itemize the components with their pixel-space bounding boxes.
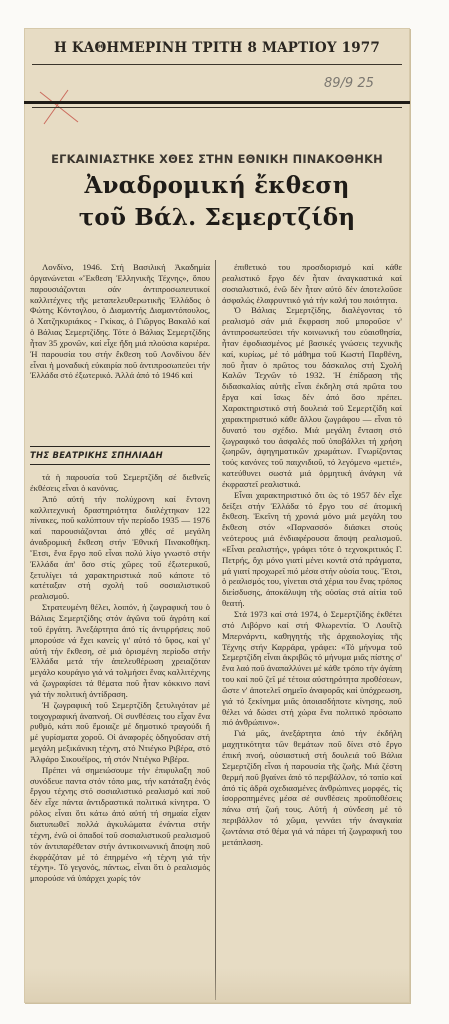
paragraph: Πρέπει νά σημειώσουμε τήν ἐπιφυλαξη ποῦ συνόδευε παντα στόν τόπο μας, τήν κατάταξη ἑνός ἔργου τέχνης στό σοσιαλιστικό ρεαλισμό καί ποῦ δέν εἶχε πάντα ἀντιδραστικά πολιτικά κίνητρα. Ὁ ρόλος εἶναι ὅτι κάτω ἀπό αὐτή τή σημαία εἶχαν διατυπωθεῖ πολλά ἀγκυλώματα ἐνάντια στήν τέχνη, ἐνῶ οἱ ὁπαδοί τοῦ σοσιαλιστικοῦ ρεαλισμοῦ τόν ἀντιπαρέθεταν στήν ἀντικοινωνική ἄποψη ποῦ ἐκφράζόταν μέ τό ἐπηρμένο «ἡ τέχνη γιά τήν τέχνη». Τό γεγονός, πάντως, εἶναι ὅτι ὁ ρεαλισμός μπορούσε νά ὑπάρχει χωρίς τόν — [30, 764, 210, 884]
byline: ΤΗΣ ΒΕΑΤΡΙΚΗΣ ΣΠΗΛΙΑΔΗ — [30, 446, 210, 465]
headline-line-1: Ἀναδρομική ἔκθεση — [84, 172, 350, 199]
paragraph: Στρατευμένη θέλει, λοιπόν, ἡ ζωγραφική του ὁ Βάλιας Σεμερτζίδης στόν ἀγῶνα τοῦ ἀγρότη καί τοῦ ἐργάτη. Ἀνεξάρτητα ἀπό τίς ἀντιρρήσεις ποῦ μπορούσε νά ἔχει κανείς γι' αὐτό τό ὕφος, καί γι' αὐτή τήν ἔκθεση, σέ μιά ὁρισμένη περίοδο στήν Ἑλλάδα μετά τήν ἀπελευθέρωση χρειαζόταν μεγάλο κουράγιο γιά νά τολμήσει ἕνας καλλιτέχνης νά ζωγραφίσει τά θέματα ποῦ ἦταν κόκκινο πανί γιά τήν πολιτική ἀντίδραση. — [30, 602, 210, 699]
paragraph: Ἡ ζωγραφική τοῦ Σεμερτζίδη ξετυλιγόταν μέ τοιχογραφική ἀναπνοή. Οἱ συνθέσεις του εἶχαν ἕνα ρυθμό, κάτι ποῦ ἔμοιαζε μέ δημοτικό τραγούδι ἤ μέ γυρίσματα χοροῦ. Οἱ ἀναφορές ὁδηγοῦσαν στή μεγάλη μεξικάνικη τέχνη, στό Ντιέγκο Ριβέρα, στό Ἀλφάρο Σικουέϊρος, τή στόν Ντιέγκο Ριβέρα. — [30, 699, 210, 764]
section-rule-thin — [32, 107, 402, 108]
column-divider — [215, 260, 216, 1000]
masthead-rule — [32, 64, 402, 65]
paper-stain — [24, 968, 410, 1003]
headline-line-2: τοῦ Βάλ. Σεμερτζίδη — [78, 204, 356, 231]
paragraph: Γιά μᾶς, ἀνεξάρτητα ἀπό τήν ἐκδήλη μαχητικότητα τῶν θεμάτων ποῦ δίνει στό ἔργο ἐπική πνοή, οὐσιαστική στή δουλειά τοῦ Βάλια Σεμερτζίδη εἶναι ἡ παρουσία τῆς ζωῆς. Μιά ζέστη θερμή ποῦ βγαίνει ἀπό τό περιβάλλον, τό τοπίο καί ἀπό τίς ἀδρά σχεδιασμένες ἀνθρώπινες μορφές, τίς ἰσορροπημένες μέσα σέ συνθέσεις προϋποθέσεις πάνω στή ζωή τους. Αὐτή ἡ σύνδεση μέ τό περιβάλλον τό χῶμα, γεννάει τήν ἀναγκαία ζωντάνια στό θέμα γιά νά πάρει τή ζωγραφική του μετάπλαση. — [222, 728, 402, 847]
paragraph: Λονδίνο, 1946. Στή Βασιλική Ἀκαδημία ὀργανώνεται «Ἔκθεση Ἑλληνικῆς Τέχνης», ὅπου παρουσιάζονται σάν ἀντιπροσωπευτικοί καλλιτέχνες τῆς μεταπελευθερωτικῆς Ἑλλάδος ὁ Φώτης Κόντογλου, ὁ Διαμαντής Διαμαντόπουλος, ὁ Χατζηκυριάκος - Γκίκας, ὁ Γιῶργος Βακαλό καί ὁ Βάλιας Σεμερτζίδης. Τότε ὁ Βάλιας Σεμερτζίδης ἦταν 35 χρονῶν, καί εἶχε ἤδη μιά πλούσια καριέρα. Ἡ παρουσία του στήν ἔκθεση τοῦ Λονδίνου δέν εἶναι ἡ μοναδική εὐκαιρία ποῦ ἀντιπροσωπεύει τήν Ἑλλάδα στό ἐξωτερικό. Ἀλλά ἀπό τό 1946 καί — [30, 262, 210, 381]
article-column-1-top — [30, 262, 210, 440]
paragraph: Εἶναι χαρακτηριστικό ὅτι ὡς τό 1957 δέν εἶχε δείξει στήν Ἑλλάδα τό ἔργο του σέ ἀτομική ἔκθεση. Ἐκεῖνη τή χρονιά μόνο μιά μεγάλη του ἔκθεση στόν «Παρνασσό» διάσκει στούς νεότερους μιά ἐνδιαφέρουσα ἄποψη ρεαλισμοῦ. «Εἶναι ρεαλιστής», γράφει τότε ὁ τεχνοκριτικός Γ. Πετρής, ὄχι μόνο γιατί μένει κοντά στά πράγματα, μά γιατί προχωρεῖ πιό μέσα στήν οὐσία τους. Ἔτσι, ὁ ρεαλισμός του, γίνεται στά χέρια του ἕνας τρόπος διείσδυσης, ἀποκάλυψη τῆς οὐσίας στά αἰτία τοῦ θεατή. — [222, 489, 402, 609]
article-kicker: ΕΓΚΑΙΝΙΑΣΤΗΚΕ ΧΘΕΣ ΣΤΗΝ ΕΘΝΙΚΗ ΠΙΝΑΚΟΘΗΚΗ — [51, 152, 383, 166]
newspaper-masthead: Η ΚΑΘΗΜΕΡΙΝΗ ΤΡΙΤΗ 8 ΜΑΡΤΙΟΥ 1977 — [54, 40, 380, 56]
paragraph: Ἀπό αὐτή τήν πολύχρονη καί ἔντονη καλλιτεχνική δραστηριότητα διαλέχτηκαν 122 πίνακες, ποῦ καλύπτουν τήν περίοδο 1935 — 1976 καί παρουσιάζονται ἀπό χθές σέ μεγάλη ἀναδρομική ἔκθεση στήν Ἐθνική Πινακοθήκη. Ἔτσι, ἕνα ἔργο ποῦ εἶναι πολύ λίγο γνωστό στήν Ἑλλάδα ἀπ' ὅσο στίς χῶρες τοῦ ἐξωτερικοῦ, ξετυλίγει τά χαρακτηριστικά ποῦ κάποτε τό κατέταξαν στή σχολή τοῦ σοσιαλιστικοῦ ρεαλισμοῦ. — [30, 493, 210, 602]
paragraph: Στά 1973 καί στά 1974, ὁ Σεμερτζίδης ἐκθέτει στό Λιβόρνο καί στή Φλωρεντία. Ὁ Λουΐτζι Μπερνάρντι, καθηγητής τῆς ἀρχαιολογίας τῆς Τέχνης στήν Καρράρα, γράφει: «Τό μήνυμα τοῦ Σεμερτζίδη εἶναι ἀκριβῶς τό μήνυμα μιᾶς πίστης σ' ἕνα λαό ποῦ ἀναπαλλύνει μέ κάθε τρόπο τήν ἀγάπη του καί ποῦ ζεῖ μέ τέτοια αὐστηρότητα προθέσεων, ὥστε ν' ἀποτελεῖ σημεῖο ἀναφορᾶς καί ὑπόχρεωση, γιά τό ξεκίνημα μιᾶς ὁποιασδήποτε κίνησης, ποῦ θέλει νά δώσει στή χώρα ἕνα πολιτικό πρόσωπο πιό ἀνθρώπινο». — [222, 609, 402, 728]
paragraph: τά ἡ παρουσία τοῦ Σεμερτζίδη σέ διεθνεῖς ἐκθέσεις εἶναι ὁ κανόνας. — [30, 472, 210, 493]
article-column-2 — [222, 262, 402, 982]
paragraph: Ὁ Βάλιας Σεμερτζίδης, διαλέγοντας τό ρεαλισμό σάν μιά ἔκφραση ποῦ μποροῦσε ν' ἀντιπροσωπεύσει τήν κοινωνική του εὐαισθησία, ἦταν ἐφοδιασμένος μέ βασικές γνώσεις τεχνικῆς καί, κυρίως, μέ τό μάθημα τοῦ Κωστή Παρθένη, ποῦ ἦταν ὁ πρῶτος του δάσκαλος στή Σχολή Καλῶν Τεχνῶν τό 1932. Ἡ ἐπίδραση τῆς διδασκαλίας αὐτῆς εἶναι ἐκδηλη στά πρῶτα του ἔργα καί ἴσως δέν ἀπό ὅσο πρέπει. Χαρακτηριστικό στή δουλειά τοῦ Σεμερτζίδη καί χαρακτηριστικό κάθε ἄλλου ζωγράφου — εἶναι τό δυνατό του σχέδιο. Μιά μεγάλη ἔνταση στό ζωγραφικό του ἀσφαλές ποῦ ὑποβάλλει τή χρήση ζωηρῶν, ἀφηγηματικῶν χρωμάτων. Γνωρίζοντας τούς κανόνες τοῦ παιχνιδιοῦ, τό λεγόμενο «μετιέ», κατεύθυνει σωστά μιά ὁρμητική ἀνάγκη νά ἐκφραστεῖ ρεαλιστικά. — [222, 305, 402, 489]
article-column-1-bottom — [30, 472, 210, 982]
newspaper-clipping — [24, 28, 410, 1003]
pencil-annotation: 89/9 25 — [324, 76, 374, 91]
section-rule — [24, 101, 410, 104]
paragraph: ἐπιθετικό του προσδιορισμό καί κάθε ρεαλιστικό ἔργο δέν ἦταν ἀναγκαστικά καί σοσιαλιστικό, ἐνῶ δέν ἦταν αὐτό δέν ἀποτελοῦσε ἀσφαλώς ἐλαφρυντικό γιά τήν καλή του ποιότητα. — [222, 262, 402, 305]
